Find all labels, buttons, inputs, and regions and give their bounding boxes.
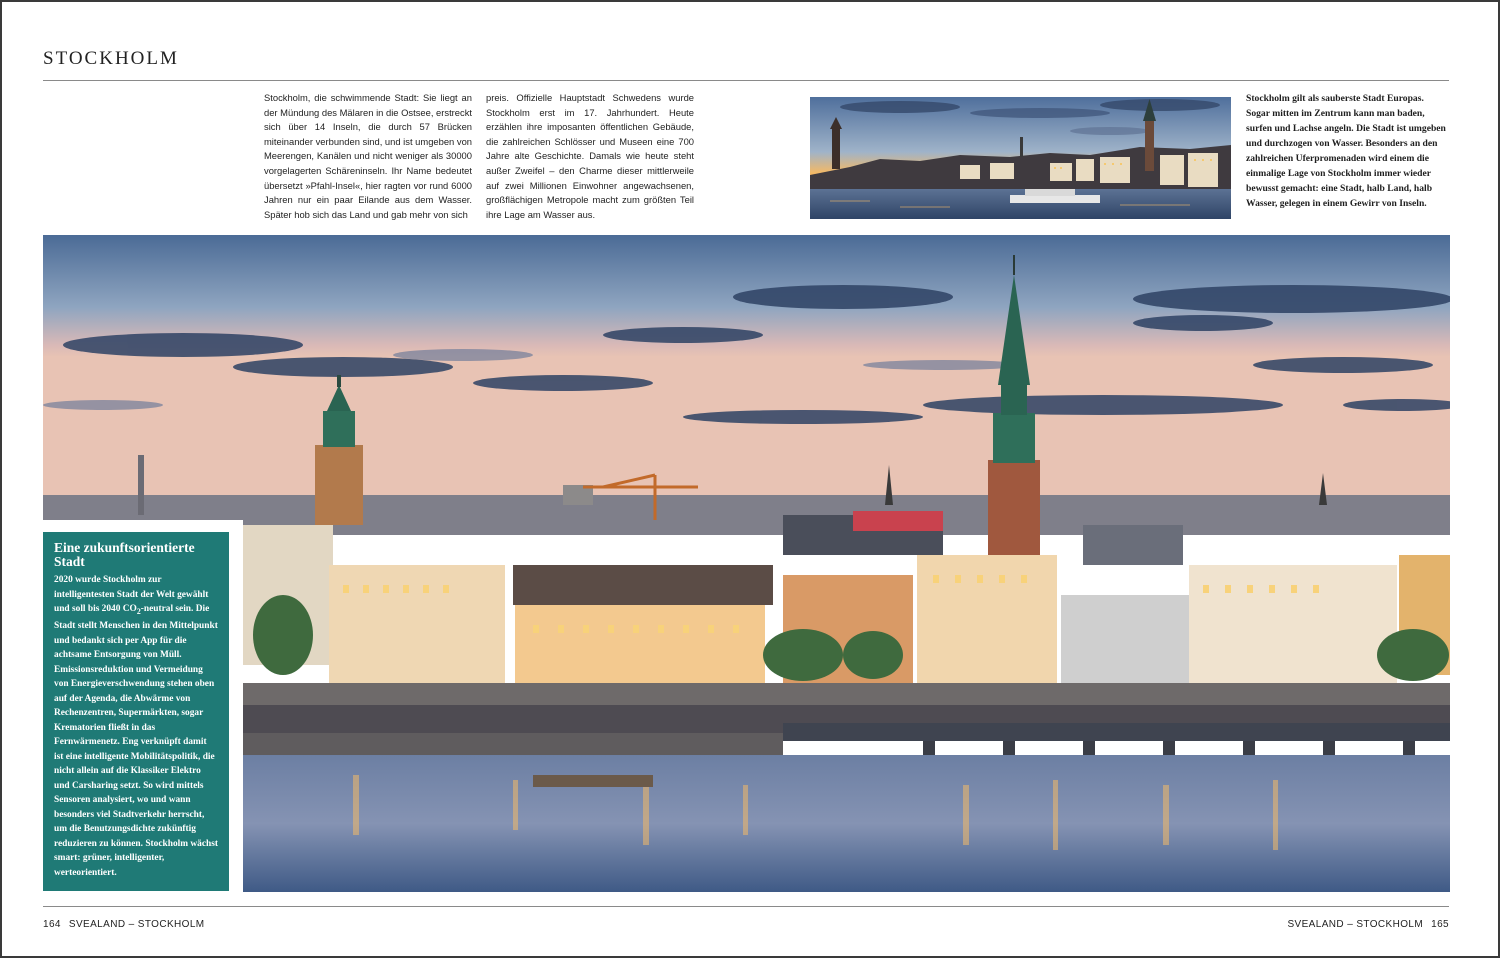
intro-text-column-2: preis. Offizielle Hauptstadt Schwedens wurde Stockholm erst im 17. Jahrhundert. Heute erzählen ihre imposanten öffentlichen Gebäude, die zahlreichen Schlösser und Museen eine 700 Jahre alte Geschichte. Damals wie heute steht außer Zweifel – den Charme dieser mittlerweile auf zwei Millionen Einwohner angewachsenen, großflächigen Metropole macht zum größten Teil ihre Lage am Wasser aus.	[486, 92, 694, 220]
header-rule	[43, 80, 1449, 81]
panorama-illustration	[810, 97, 1231, 219]
infobox-title: Eine zukunftsorientierte Stadt	[54, 540, 195, 569]
running-head-left: SVEALAND – STOCKHOLM	[68, 919, 205, 930]
infobox	[43, 532, 229, 891]
infobox-text	[54, 573, 218, 880]
photo-caption: Stockholm gilt als sauberste Stadt Europas. Sogar mitten im Zentrum kann man baden, surfen und Lachse angeln. Die Stadt ist umgeben und durchzogen von Wasser. Besonders an den zahlreichen Uferpromenaden wird einem die einmalige Lage von Stockholm immer wieder bewusst gemacht: eine Stadt, halb Land, halb Wasser, gelegen in einem Gewirr von Inseln.	[1246, 93, 1446, 209]
panorama-photo-small	[810, 97, 1231, 219]
infobox-text-part-2: -neutral sein. Die Stadt stellt Menschen in den Mittelpunkt und bedankt sich per App für die achtsame Entsorgung von Müll. Emissionsreduktion und Vermeidung von Energieverschwendung stehen oben auf der Agenda, die Abwärme von Rechenzentren, Supermärkten, sogar Krematorien fließt in das Fernwärmenetz. Eng verknüpft damit ist eine intelligente Mobilitätspolitik, die nicht allein auf die Klassiker Elektro und Carsharing setzt. So wird mittels Sensoren analysiert, wo und wann besonders viel Stadtverkehr herrscht, um die Benutzungsdichte zukünftig reduzieren zu können. Stockholm wächst smart: grüner, intelligenter, werteorientiert.	[54, 604, 218, 878]
infobox-text-part-1: 2020 wurde Stockholm zur intelligentesten Stadt der Welt gewählt und soll bis 2040 CO	[54, 575, 209, 614]
page-number-left: 164	[43, 919, 61, 930]
footer-left	[43, 919, 205, 930]
footer-rule	[43, 906, 1449, 907]
infobox-text-subscript: 2	[136, 606, 141, 616]
running-head-right: SVEALAND – STOCKHOLM	[1287, 919, 1424, 930]
infobox-panel	[43, 520, 243, 893]
page-number-right: 165	[1431, 919, 1449, 930]
footer-right	[1287, 919, 1449, 930]
cityscape-illustration	[43, 235, 1450, 892]
intro-text-column-1: Stockholm, die schwimmende Stadt: Sie liegt an der Mündung des Mälaren in die Ostsee, erstreckt sich über 14 Inseln, die durch 57 Brücken miteinander verbunden sind, und ist umgeben von Meerengen, Kanälen und nicht weniger als 30000 vorgelagerten Schäreninseln. Ihr Name bedeutet übersetzt »Pfahl-Insel«, hier ragten vor rund 6000 Jahren nur ein paar Eilande aus dem Wasser. Später hob sich das Land und gab mehr von sich	[264, 92, 472, 220]
page-title: STOCKHOLM	[43, 48, 179, 69]
panorama-photo-large	[43, 235, 1450, 892]
